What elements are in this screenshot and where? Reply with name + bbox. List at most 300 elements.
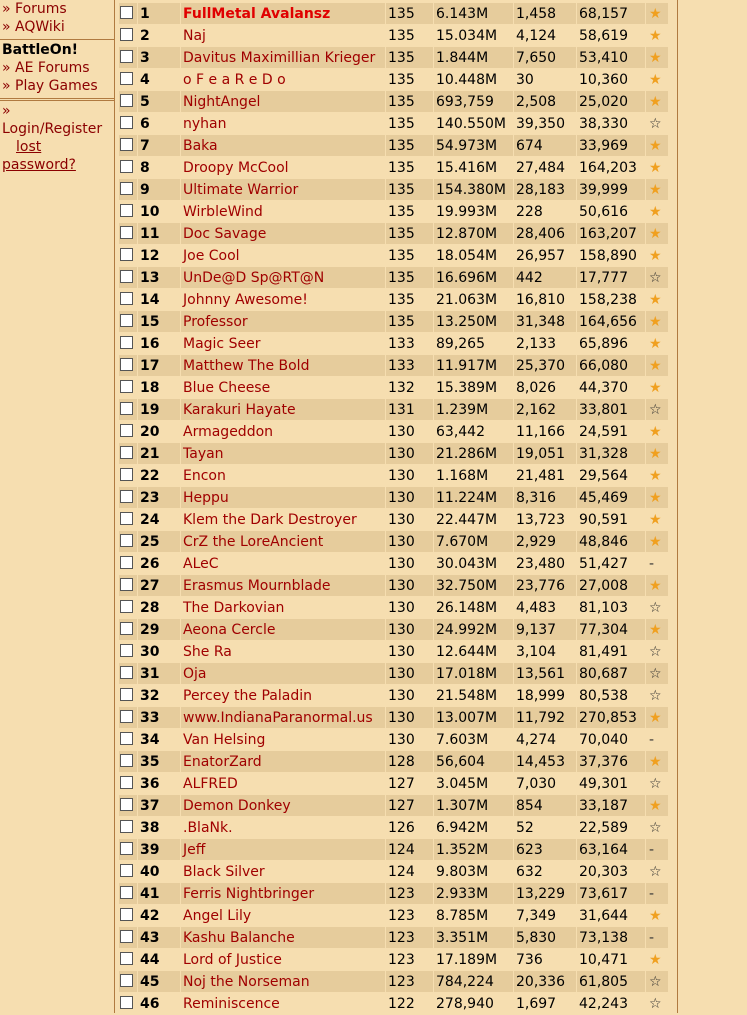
gold-cell: 21.063M [434,289,513,310]
gold-star-icon: ★ [649,181,662,198]
rank-cell: 6 [138,113,180,134]
player-name-link[interactable]: Professor [181,311,385,332]
status-cell [646,663,668,684]
points-cell: 17,777 [577,267,645,288]
row-checkbox[interactable] [120,952,133,965]
exp-cell: 25,370 [514,355,576,376]
rank-cell: 17 [138,355,180,376]
level-cell: 130 [386,465,433,486]
gold-cell: 21.286M [434,443,513,464]
status-cell [646,333,668,354]
player-name-link[interactable]: ALeC [181,553,385,574]
table-row [119,201,668,222]
points-cell: 164,203 [577,157,645,178]
gold-cell: 8.785M [434,905,513,926]
rank-cell: 25 [138,531,180,552]
row-checkbox[interactable] [120,556,133,569]
player-name-link[interactable]: Heppu [181,487,385,508]
rank-cell: 2 [138,25,180,46]
table-row [119,421,668,442]
status-cell [646,421,668,442]
table-row [119,729,668,750]
level-cell: 135 [386,69,433,90]
row-checkbox[interactable] [120,776,133,789]
row-checkbox-cell [119,993,137,1014]
row-checkbox[interactable] [120,798,133,811]
points-cell: 22,589 [577,817,645,838]
row-checkbox[interactable] [120,600,133,613]
player-name-link[interactable]: She Ra [181,641,385,662]
table-row [119,179,668,200]
row-checkbox[interactable] [120,996,133,1009]
table-row [119,795,668,816]
row-checkbox-cell [119,839,137,860]
player-name-link[interactable]: NightAngel [181,91,385,112]
gold-star-icon: ★ [649,445,662,462]
outline-star-icon: ☆ [649,819,662,836]
row-checkbox-cell [119,399,137,420]
level-cell: 130 [386,707,433,728]
play-games-link[interactable]: » Play Games [2,78,98,94]
player-name-link[interactable]: o F e a R e D o [181,69,385,90]
status-cell [646,465,668,486]
row-checkbox-cell [119,47,137,68]
outline-star-icon: ☆ [649,115,662,132]
player-name-link[interactable]: nyhan [181,113,385,134]
gold-star-icon: ★ [649,533,662,550]
player-name-link[interactable]: Klem the Dark Destroyer [181,509,385,530]
aqwiki-link[interactable]: » AQWiki [2,19,65,35]
row-checkbox[interactable] [120,908,133,921]
row-checkbox-cell [119,135,137,156]
row-checkbox[interactable] [120,820,133,833]
row-checkbox[interactable] [120,644,133,657]
points-cell: 70,040 [577,729,645,750]
exp-cell: 7,349 [514,905,576,926]
table-row [119,751,668,772]
points-cell: 81,103 [577,597,645,618]
forums-link[interactable]: » Forums [2,1,67,17]
points-cell: 10,360 [577,69,645,90]
player-name-link[interactable]: Karakuri Hayate [181,399,385,420]
gold-cell: 11.224M [434,487,513,508]
row-checkbox[interactable] [120,710,133,723]
rank-cell: 20 [138,421,180,442]
gold-star-icon: ★ [649,203,662,220]
player-name-link[interactable]: FullMetal Avalansz [181,3,385,24]
gold-cell: 15.416M [434,157,513,178]
row-checkbox-cell [119,311,137,332]
player-name-link[interactable]: The Darkovian [181,597,385,618]
gold-star-icon: ★ [649,27,662,44]
exp-cell: 21,481 [514,465,576,486]
row-checkbox[interactable] [120,50,133,63]
exp-cell: 442 [514,267,576,288]
level-cell: 133 [386,355,433,376]
gold-cell: 2.933M [434,883,513,904]
rank-cell: 10 [138,201,180,222]
points-cell: 38,330 [577,113,645,134]
table-row [119,377,668,398]
row-checkbox-cell [119,443,137,464]
rank-cell: 33 [138,707,180,728]
gold-cell: 12.644M [434,641,513,662]
outline-star-icon: ☆ [649,775,662,792]
status-cell [646,861,668,882]
table-row [119,817,668,838]
battleon-heading: BattleOn! [2,42,79,58]
exp-cell: 632 [514,861,576,882]
row-checkbox[interactable] [120,292,133,305]
row-checkbox[interactable] [120,402,133,415]
level-cell: 130 [386,641,433,662]
player-name-link[interactable]: WirbleWind [181,201,385,222]
row-checkbox-cell [119,641,137,662]
level-cell: 130 [386,575,433,596]
level-cell: 123 [386,883,433,904]
player-name-link[interactable]: Ultimate Warrior [181,179,385,200]
player-name-link[interactable]: www.IndianaParanormal.us [181,707,385,728]
row-checkbox-cell [119,949,137,970]
gold-star-icon: ★ [649,137,662,154]
row-checkbox[interactable] [120,688,133,701]
gold-cell: 16.696M [434,267,513,288]
table-row [119,487,668,508]
level-cell: 135 [386,201,433,222]
player-name-link[interactable]: Erasmus Mournblade [181,575,385,596]
row-checkbox-cell [119,201,137,222]
row-checkbox[interactable] [120,424,133,437]
outline-star-icon: ☆ [649,643,662,660]
row-checkbox[interactable] [120,468,133,481]
level-cell: 130 [386,597,433,618]
exp-cell: 30 [514,69,576,90]
table-row [119,641,668,662]
row-checkbox[interactable] [120,6,133,19]
row-checkbox[interactable] [120,864,133,877]
level-cell: 130 [386,729,433,750]
row-checkbox-cell [119,575,137,596]
row-checkbox-cell [119,685,137,706]
rank-cell: 8 [138,157,180,178]
row-checkbox[interactable] [120,578,133,591]
player-name-link[interactable]: Johnny Awesome! [181,289,385,310]
table-row [119,465,668,486]
row-checkbox[interactable] [120,160,133,173]
row-checkbox[interactable] [120,314,133,327]
gold-cell: 54.973M [434,135,513,156]
points-cell: 10,471 [577,949,645,970]
rankings-body [119,3,668,1014]
sidebar-divider [0,98,114,99]
ae-forums-link[interactable]: » AE Forums [2,60,90,76]
exp-cell: 4,124 [514,25,576,46]
player-name-link[interactable]: Droopy McCool [181,157,385,178]
rank-cell: 3 [138,47,180,68]
player-name-link[interactable]: Armageddon [181,421,385,442]
points-cell: 164,656 [577,311,645,332]
player-name-link[interactable]: Reminiscence [181,993,385,1014]
rank-cell: 35 [138,751,180,772]
rank-cell: 29 [138,619,180,640]
player-name-link[interactable]: Ferris Nightbringer [181,883,385,904]
status-cell [646,927,668,948]
table-row [119,3,668,24]
gold-star-icon: ★ [649,247,662,264]
status-cell [646,641,668,662]
row-checkbox[interactable] [120,930,133,943]
exp-cell: 7,030 [514,773,576,794]
table-row [119,47,668,68]
player-name-link[interactable]: EnatorZard [181,751,385,772]
rank-cell: 26 [138,553,180,574]
gold-cell: 7.670M [434,531,513,552]
table-row [119,311,668,332]
outline-star-icon: ☆ [649,401,662,418]
row-checkbox[interactable] [120,842,133,855]
gold-cell: 12.870M [434,223,513,244]
gold-cell: 784,224 [434,971,513,992]
row-checkbox-cell [119,487,137,508]
exp-cell: 8,026 [514,377,576,398]
row-checkbox-cell [119,927,137,948]
player-name-link[interactable]: Blue Cheese [181,377,385,398]
player-name-link[interactable]: Baka [181,135,385,156]
gold-cell: 63,442 [434,421,513,442]
gold-cell: 3.045M [434,773,513,794]
gold-cell: 6.942M [434,817,513,838]
rank-cell: 43 [138,927,180,948]
status-cell [646,25,668,46]
player-name-link[interactable]: Noj the Norseman [181,971,385,992]
points-cell: 27,008 [577,575,645,596]
points-cell: 66,080 [577,355,645,376]
table-row [119,91,668,112]
status-cell [646,685,668,706]
exp-cell: 31,348 [514,311,576,332]
status-cell [646,597,668,618]
status-cell [646,707,668,728]
gold-cell: 11.917M [434,355,513,376]
outline-star-icon: ☆ [649,687,662,704]
level-cell: 123 [386,971,433,992]
gold-star-icon: ★ [649,357,662,374]
level-cell: 132 [386,377,433,398]
row-checkbox[interactable] [120,534,133,547]
row-checkbox[interactable] [120,380,133,393]
row-checkbox[interactable] [120,204,133,217]
table-row [119,993,668,1014]
gold-star-icon: ★ [649,621,662,638]
table-row [119,399,668,420]
rank-cell: 34 [138,729,180,750]
row-checkbox[interactable] [120,974,133,987]
player-name-link[interactable]: Aeona Cercle [181,619,385,640]
gold-cell: 154.380M [434,179,513,200]
gold-star-icon: ★ [649,225,662,242]
points-cell: 61,805 [577,971,645,992]
player-name-link[interactable]: Naj [181,25,385,46]
row-checkbox[interactable] [120,72,133,85]
row-checkbox-cell [119,883,137,904]
row-checkbox[interactable] [120,732,133,745]
gold-star-icon: ★ [649,313,662,330]
points-cell: 81,491 [577,641,645,662]
player-name-link[interactable]: Tayan [181,443,385,464]
table-row [119,949,668,970]
points-cell: 39,999 [577,179,645,200]
player-name-link[interactable]: Black Silver [181,861,385,882]
player-name-link[interactable]: UnDe@D Sp@RT@N [181,267,385,288]
player-name-link[interactable]: Van Helsing [181,729,385,750]
table-row [119,223,668,244]
player-name-link[interactable]: Encon [181,465,385,486]
player-name-link[interactable]: Oja [181,663,385,684]
level-cell: 124 [386,861,433,882]
exp-cell: 28,183 [514,179,576,200]
status-cell [646,399,668,420]
status-cell [646,113,668,134]
player-name-link[interactable]: Matthew The Bold [181,355,385,376]
gold-cell: 32.750M [434,575,513,596]
row-checkbox[interactable] [120,28,133,41]
rank-cell: 28 [138,597,180,618]
rank-cell: 12 [138,245,180,266]
row-checkbox-cell [119,597,137,618]
row-checkbox[interactable] [120,182,133,195]
player-name-link[interactable]: Demon Donkey [181,795,385,816]
content-right-border [677,0,678,1013]
gold-cell: 89,265 [434,333,513,354]
player-name-link[interactable]: Angel Lily [181,905,385,926]
exp-cell: 5,830 [514,927,576,948]
row-checkbox-cell [119,333,137,354]
points-cell: 33,187 [577,795,645,816]
gold-star-icon: ★ [649,93,662,110]
player-name-link[interactable]: Davitus Maximillian Krieger [181,47,385,68]
row-checkbox[interactable] [120,270,133,283]
points-cell: 77,304 [577,619,645,640]
table-row [119,575,668,596]
gold-star-icon: ★ [649,71,662,88]
status-cell [646,905,668,926]
player-name-link[interactable]: Joe Cool [181,245,385,266]
gold-cell: 22.447M [434,509,513,530]
dash-icon: - [649,555,655,572]
status-cell [646,245,668,266]
rank-cell: 5 [138,91,180,112]
player-name-link[interactable]: Lord of Justice [181,949,385,970]
status-cell [646,751,668,772]
row-checkbox[interactable] [120,94,133,107]
points-cell: 31,328 [577,443,645,464]
level-cell: 131 [386,399,433,420]
points-cell: 31,644 [577,905,645,926]
gold-cell: 17.189M [434,949,513,970]
row-checkbox[interactable] [120,116,133,129]
player-name-link[interactable]: Percey the Paladin [181,685,385,706]
row-checkbox-cell [119,905,137,926]
status-cell [646,993,668,1014]
row-checkbox[interactable] [120,358,133,371]
rank-cell: 45 [138,971,180,992]
rank-cell: 15 [138,311,180,332]
rank-cell: 40 [138,861,180,882]
row-checkbox[interactable] [120,512,133,525]
sidebar-divider [0,100,114,101]
gold-star-icon: ★ [649,467,662,484]
rank-cell: 14 [138,289,180,310]
table-row [119,839,668,860]
table-row [119,267,668,288]
level-cell: 130 [386,531,433,552]
gold-star-icon: ★ [649,335,662,352]
player-name-link[interactable]: Jeff [181,839,385,860]
lost-password-line2: password? [2,157,76,173]
row-checkbox[interactable] [120,754,133,767]
status-cell [646,839,668,860]
row-checkbox[interactable] [120,226,133,239]
row-checkbox[interactable] [120,666,133,679]
player-name-link[interactable]: Doc Savage [181,223,385,244]
row-checkbox[interactable] [120,138,133,151]
level-cell: 122 [386,993,433,1014]
rank-cell: 11 [138,223,180,244]
points-cell: 80,538 [577,685,645,706]
points-cell: 25,020 [577,91,645,112]
points-cell: 20,303 [577,861,645,882]
gold-cell: 15.034M [434,25,513,46]
row-checkbox[interactable] [120,336,133,349]
gold-cell: 13.250M [434,311,513,332]
player-name-link[interactable]: ALFRED [181,773,385,794]
table-row [119,69,668,90]
points-cell: 50,616 [577,201,645,222]
player-name-link[interactable]: Kashu Balanche [181,927,385,948]
exp-cell: 28,406 [514,223,576,244]
level-cell: 130 [386,663,433,684]
player-name-link[interactable]: CrZ the LoreAncient [181,531,385,552]
row-checkbox-cell [119,553,137,574]
player-name-link[interactable]: Magic Seer [181,333,385,354]
rank-cell: 18 [138,377,180,398]
points-cell: 68,157 [577,3,645,24]
row-checkbox[interactable] [120,446,133,459]
status-cell [646,223,668,244]
table-row [119,245,668,266]
row-checkbox-cell [119,663,137,684]
status-cell [646,267,668,288]
rank-cell: 30 [138,641,180,662]
row-checkbox[interactable] [120,622,133,635]
row-checkbox-cell [119,245,137,266]
level-cell: 130 [386,553,433,574]
gold-star-icon: ★ [649,577,662,594]
player-name-link[interactable]: .BlaNk. [181,817,385,838]
level-cell: 135 [386,113,433,134]
row-checkbox-cell [119,795,137,816]
level-cell: 126 [386,817,433,838]
row-checkbox[interactable] [120,886,133,899]
row-checkbox[interactable] [120,248,133,261]
exp-cell: 4,274 [514,729,576,750]
table-row [119,157,668,178]
lost-password-link[interactable] [0,138,114,174]
row-checkbox[interactable] [120,490,133,503]
level-cell: 135 [386,135,433,156]
gold-cell: 1.307M [434,795,513,816]
login-register-link[interactable]: Login/Register [2,121,103,137]
